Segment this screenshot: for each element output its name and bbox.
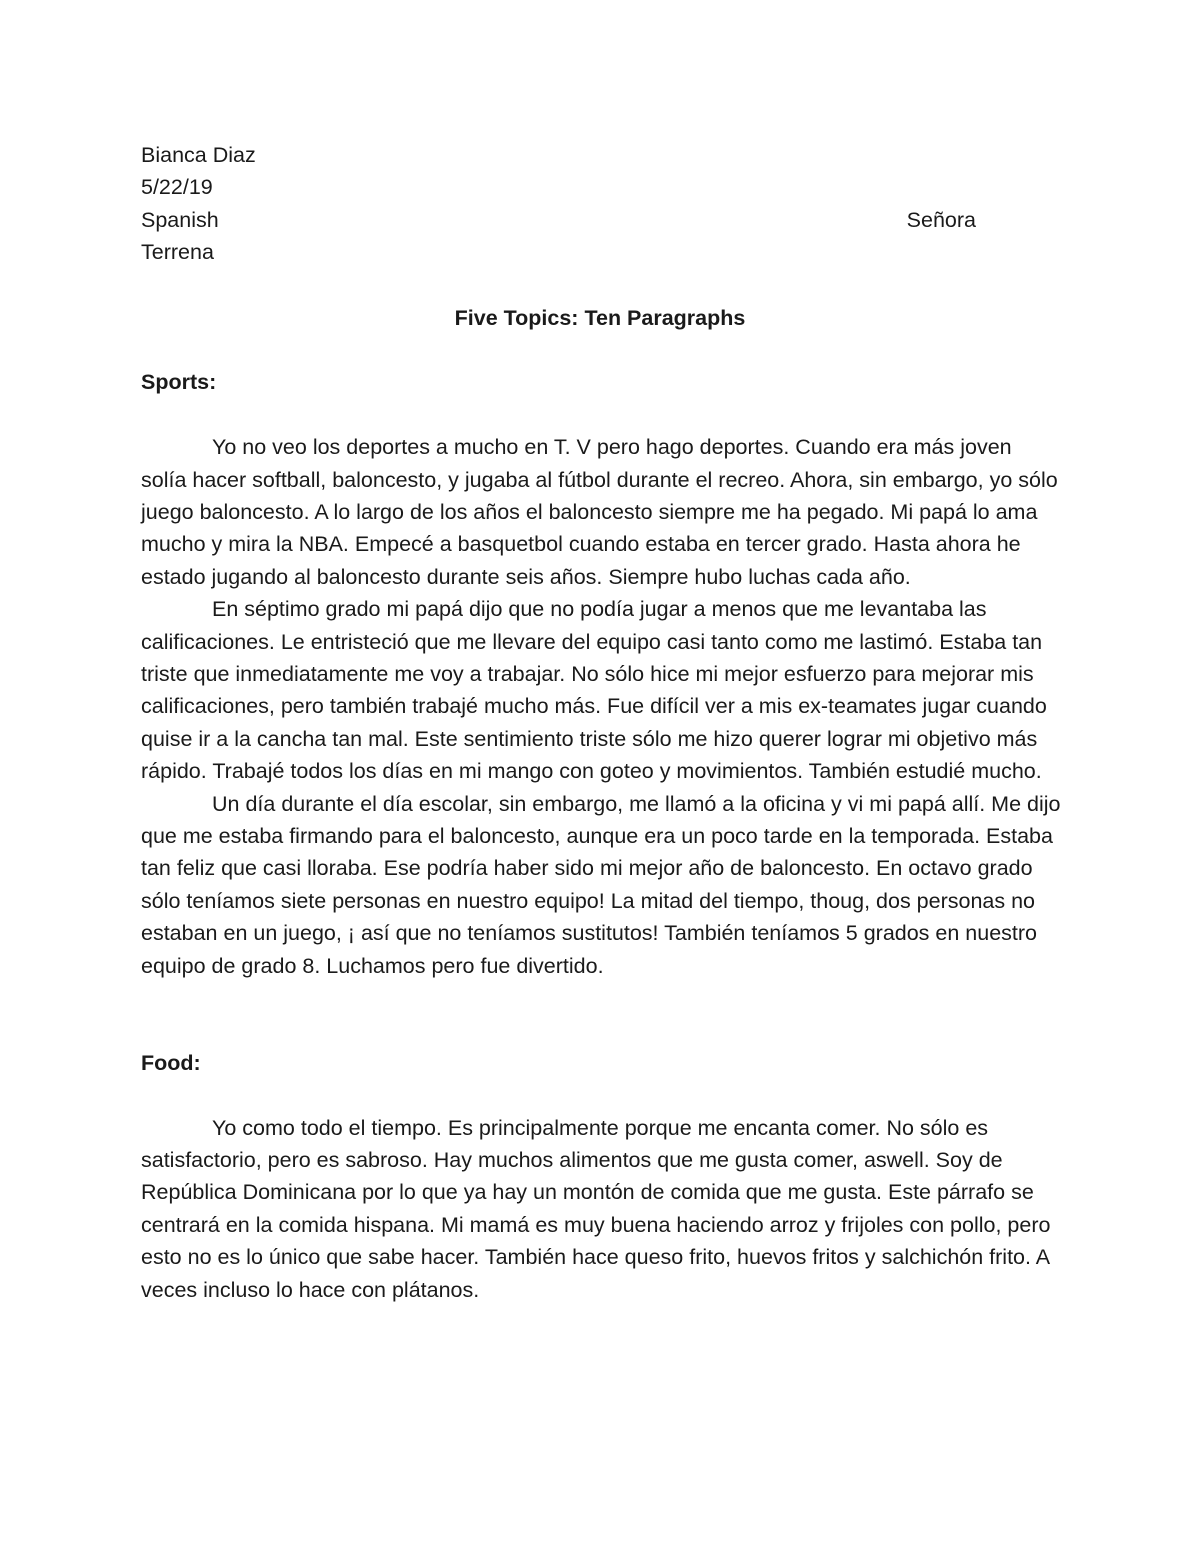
subject: Spanish	[141, 207, 219, 232]
paragraph: Un día durante el día escolar, sin embargo, me llamó a la oficina y vi mi papá allí. Me dijo que me estaba firmando para el baloncesto, aunque era un poco tarde en la temporada. Estaba tan feliz que casi lloraba. Ese podría haber sido mi mejor año de baloncesto. En octavo grado sólo teníamos siete personas en nuestro equipo! La mitad del tiempo, thoug, dos personas no estaban en un juego, ¡ así que no teníamos sustitutos! También teníamos 5 grados en nuestro equipo de grado 8. Luchamos pero fue divertido.	[141, 791, 1061, 978]
paragraph: En séptimo grado mi papá dijo que no podía jugar a menos que me levantaba las calificaciones. Le entristeció que me llevare del equipo casi tanto como me lastimó. Estaba tan triste que inmediatamente me voy a trabajar. No sólo hice mi mejor esfuerzo para mejorar mis calificaciones, pero también trabajé mucho más. Fue difícil ver a mis ex-teamates jugar cuando quise ir a la cancha tan mal. Este sentimiento triste sólo me hizo querer lograr mi objetivo más rápido. Trabajé todos los días en mi mango con goteo y movimientos. También estudié mucho.	[141, 597, 1047, 784]
document-date: 5/22/19	[141, 175, 213, 200]
author-name: Bianca Diaz	[141, 143, 256, 167]
paragraph: Yo no veo los deportes a mucho en T. V pero hago deportes. Cuando era más joven solía hacer softball, baloncesto, y jugaba al fútbol durante el recreo. Ahora, sin embargo, yo sólo juego baloncesto. A lo largo de los años el baloncesto siempre me ha pegado. Mi papá lo ama mucho y mira la NBA. Empecé a basquetbol cuando estaba en tercer grado. Hasta ahora he estado jugando al baloncesto durante seis años. Siempre hubo luchas cada año.	[141, 435, 1058, 589]
paragraph: Yo como todo el tiempo. Es principalmente porque me encanta comer. No sólo es satisfactorio, pero es sabroso. Hay muchos alimentos que me gusta comer, aswell. Soy de República Dominicana por lo que ya hay un montón de comida que me gusta. Este párrafo se centrará en la comida hispana. Mi mamá es muy buena haciendo arroz y frijoles con pollo, pero esto no es lo único que sabe hacer. También hace queso frito, huevos fritos y salchichón frito. A veces incluso lo hace con plátanos.	[141, 1115, 1051, 1302]
subject-teacher-row	[141, 204, 976, 236]
document-title: Five Topics: Ten Paragraphs	[454, 305, 746, 330]
teacher-last: Terrena	[141, 240, 214, 265]
teacher-first: Señora	[906, 207, 976, 232]
document-page	[141, 139, 1061, 1306]
section-heading-sports: Sports:	[141, 370, 217, 395]
section-heading-food: Food:	[141, 1050, 201, 1075]
